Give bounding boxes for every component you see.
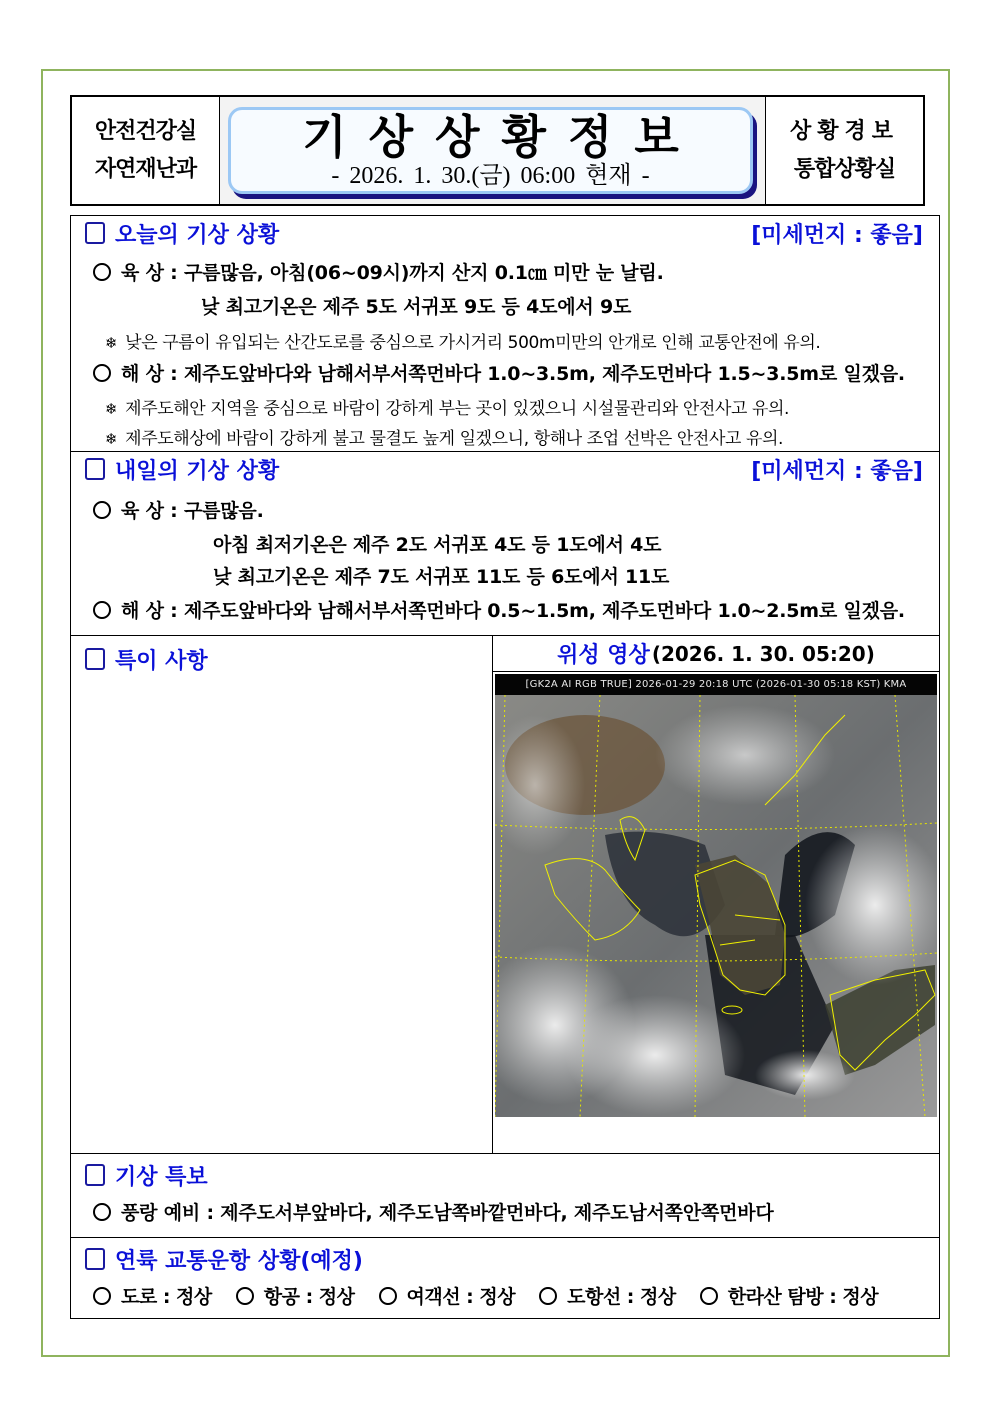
circle-bullet-icon	[379, 1287, 397, 1305]
special-notes	[71, 636, 493, 1153]
note-mark-icon: ❄	[105, 334, 118, 352]
tomorrow-min-temp: 아침 최저기온은 제주 2도 서귀포 4도 등 1도에서 4도	[213, 534, 662, 556]
traffic-item-road	[93, 1282, 212, 1309]
office-line-1: 상황경보	[789, 118, 899, 144]
report-body	[70, 215, 940, 1319]
sea-label: 해 상 :	[121, 600, 178, 622]
tomorrow-max-temp: 낮 최고기온은 제주 7도 서귀포 11도 등 6도에서 11도	[213, 566, 670, 588]
section-title-text: 오늘의 기상 상황	[115, 222, 280, 248]
section-header	[85, 218, 923, 248]
section-header	[85, 644, 476, 674]
tomorrow-land-line	[93, 496, 929, 523]
section-special	[71, 636, 939, 1154]
traffic-item-hallasan	[700, 1282, 878, 1309]
today-note-2	[105, 394, 929, 419]
traffic-item-label: 도항선 : 정상	[567, 1286, 676, 1308]
checkbox-icon	[85, 648, 105, 670]
office-line-2: 통합상황실	[793, 156, 896, 182]
circle-bullet-icon	[700, 1287, 718, 1305]
section-title-text: 내일의 기상 상황	[115, 458, 280, 484]
note-text: 낮은 구름이 유입되는 산간도로를 중심으로 가시거리 500m미만의 안개로 인해 교통안전에 유의.	[125, 333, 821, 353]
section-today	[71, 216, 939, 452]
department-line-1: 안전건강실	[94, 118, 197, 144]
department-label	[72, 97, 220, 204]
circle-bullet-icon	[93, 1287, 111, 1305]
fine-dust-status: [미세먼지 : 좋음]	[751, 222, 923, 248]
satellite-map-icon	[495, 695, 937, 1117]
circle-bullet-icon	[93, 501, 111, 519]
land-text: 구름많음, 아침(06~09시)까지 산지 0.1㎝ 미만 눈 날림.	[183, 262, 664, 284]
land-text: 구름많음.	[183, 500, 264, 522]
section-weather-warning	[71, 1154, 939, 1238]
checkbox-icon	[85, 222, 105, 244]
note-mark-icon: ❄	[105, 400, 118, 418]
sea-label: 해 상 :	[121, 363, 178, 385]
section-traffic	[71, 1238, 939, 1318]
warning-text: 풍랑 예비 : 제주도서부앞바다, 제주도남쪽바깥먼바다, 제주도남서쪽안쪽먼바다	[121, 1202, 774, 1224]
today-land-line	[93, 258, 929, 285]
section-header	[85, 1244, 923, 1274]
section-title-text: 기상 특보	[115, 1164, 208, 1190]
circle-bullet-icon	[93, 601, 111, 619]
circle-bullet-icon	[93, 1203, 111, 1221]
traffic-item-air	[236, 1282, 355, 1309]
circle-bullet-icon	[236, 1287, 254, 1305]
warning-line	[93, 1198, 929, 1225]
traffic-item-ferry	[379, 1282, 516, 1309]
satellite-panel	[493, 636, 939, 1153]
satellite-time: (2026. 1. 30. 05:20)	[651, 641, 875, 666]
checkbox-icon	[85, 1248, 105, 1270]
sea-text: 제주도앞바다와 남해서부서쪽먼바다 1.0~3.5m, 제주도먼바다 1.5~3.5m로 일겠음.	[183, 363, 905, 385]
note-text: 제주도해안 지역을 중심으로 바람이 강하게 부는 곳이 있겠으니 시설물관리와 안전사고 유의.	[125, 399, 790, 419]
note-mark-icon: ❄	[105, 430, 118, 448]
fine-dust-status: [미세먼지 : 좋음]	[751, 458, 923, 484]
section-title	[85, 454, 279, 485]
checkbox-icon	[85, 458, 105, 480]
traffic-item-label: 항공 : 정상	[263, 1286, 355, 1308]
satellite-image	[495, 674, 937, 1117]
circle-bullet-icon	[539, 1287, 557, 1305]
section-title	[85, 1244, 363, 1275]
today-note-3	[105, 424, 929, 449]
report-header	[70, 95, 925, 206]
title-area	[220, 97, 765, 204]
section-title	[85, 1160, 208, 1191]
section-header	[85, 1160, 923, 1190]
satellite-caption	[493, 636, 939, 672]
office-label	[765, 97, 923, 204]
satellite-title: 위성 영상	[557, 643, 650, 668]
today-sea-line	[93, 359, 929, 386]
report-datetime: - 2026. 1. 30.(금) 06:00 현재 -	[331, 162, 650, 189]
title-box	[228, 107, 753, 194]
section-title-text: 연륙 교통운항 상황(예정)	[115, 1248, 363, 1274]
land-label: 육 상 :	[121, 500, 178, 522]
section-title	[85, 644, 208, 675]
circle-bullet-icon	[93, 364, 111, 382]
section-tomorrow	[71, 452, 939, 636]
traffic-item-label: 도로 : 정상	[121, 1286, 212, 1308]
traffic-item-label: 여객선 : 정상	[406, 1286, 516, 1308]
section-title-text: 특이 사항	[115, 648, 208, 674]
section-header	[85, 454, 923, 484]
department-line-2: 자연재난과	[94, 156, 197, 182]
page-title: 기상상황정보	[302, 109, 701, 164]
today-land-temp: 낮 최고기온은 제주 5도 서귀포 9도 등 4도에서 9도	[201, 296, 632, 318]
traffic-item-label: 한라산 탐방 : 정상	[727, 1286, 879, 1308]
today-note-1	[105, 328, 929, 353]
section-title	[85, 218, 279, 249]
satellite-banner: [GK2A AI RGB TRUE] 2026-01-29 20:18 UTC (2026-01-30 05:18 KST) KMA	[495, 674, 937, 695]
checkbox-icon	[85, 1164, 105, 1186]
tomorrow-sea-line	[93, 596, 929, 623]
traffic-status-list	[93, 1282, 878, 1309]
traffic-item-island-ferry	[539, 1282, 676, 1309]
sea-text: 제주도앞바다와 남해서부서쪽먼바다 0.5~1.5m, 제주도먼바다 1.0~2.5m로 일겠음.	[183, 600, 905, 622]
circle-bullet-icon	[93, 263, 111, 281]
land-label: 육 상 :	[121, 262, 178, 284]
note-text: 제주도해상에 바람이 강하게 불고 물결도 높게 일겠으니, 항해나 조업 선박은 안전사고 유의.	[125, 429, 784, 449]
